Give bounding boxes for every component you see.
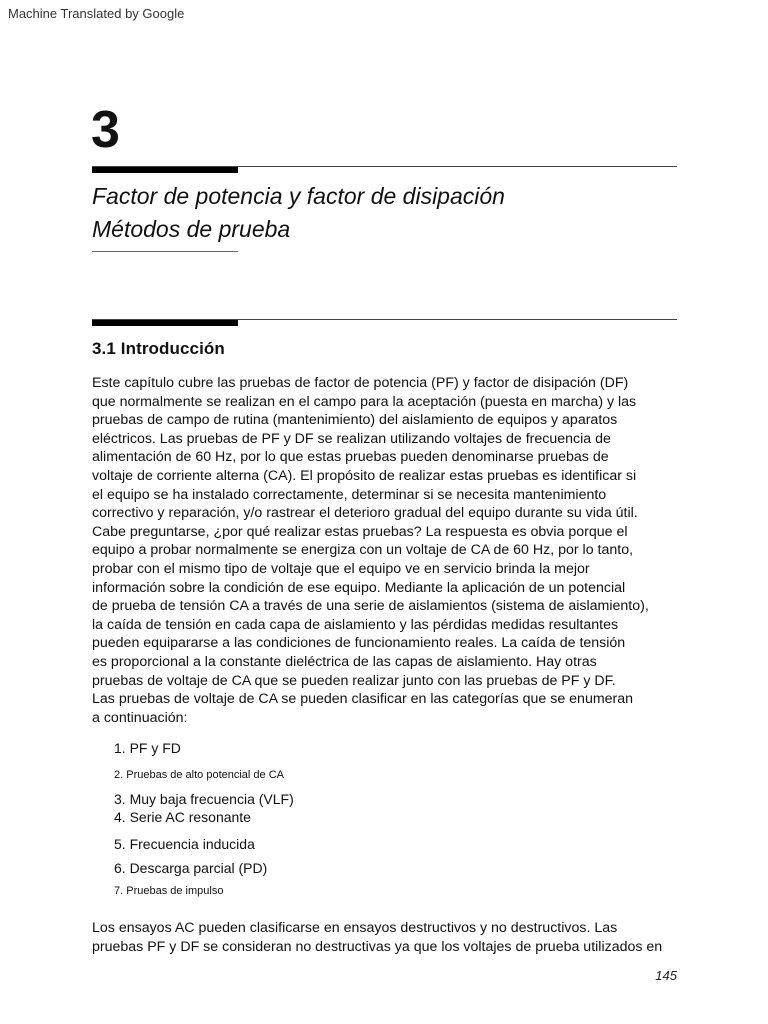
paragraph-line: pueden equipararse a las condiciones de funcionamiento reales. La caída de tensión [92,635,626,652]
list-item: 1. PF y FD [114,740,181,756]
intro-paragraph [92,374,702,727]
paragraph-line: información sobre la condición de ese equipo. Mediante la aplicación de un potencial [92,579,626,596]
chapter-title-line: Factor de potencia y factor de disipación [92,183,505,209]
closing-paragraph [92,919,702,956]
chapter-title-line: Métodos de prueba [92,216,291,242]
list-item: 2. Pruebas de alto potencial de CA [114,769,285,781]
paragraph-line: probar con el mismo tipo de voltaje que el equipo ve en servicio brinda la mejor [92,560,590,577]
paragraph-line: voltaje de corriente alterna (CA). El propósito de realizar estas pruebas es identificar si [92,467,637,484]
paragraph-line: equipo a probar normalmente se energiza con un voltaje de CA de 60 Hz, por lo tanto, [92,542,634,559]
title-underline [92,251,238,252]
paragraph-line: eléctricos. Las pruebas de PF y DF se realizan utilizando voltajes de frecuencia de [92,430,611,447]
chapter-number: 3 [91,101,120,159]
paragraph-line: pruebas de campo de rutina (mantenimiento) del aislamiento de equipos y aparatos [92,412,618,429]
paragraph-line: correctivo y reparación, y/o rastrear el deterioro gradual del equipo durante su vida útil. [92,505,638,522]
paragraph-line: a continuación: [92,709,188,726]
list-item: 7. Pruebas de impulso [114,885,224,897]
paragraph-line: Cabe preguntarse, ¿por qué realizar estas pruebas? La respuesta es obvia porque el [92,523,628,540]
paragraph-line: Este capítulo cubre las pruebas de factor de potencia (PF) y factor de disipación (DF) [92,375,629,391]
paragraph-line: que normalmente se realizan en el campo para la aceptación (puesta en marcha) y las [92,393,637,410]
paragraph-line: Las pruebas de voltaje de CA se pueden clasificar en las categorías que se enumeran [92,691,634,708]
paragraph-line: alimentación de 60 Hz, por lo que estas pruebas pueden denominarse pruebas de [92,449,609,466]
paragraph-line: la caída de tensión en cada capa de aislamiento y las pérdidas medidas resultantes [92,616,619,633]
paragraph-line: pruebas de voltaje de CA que se pueden realizar junto con las pruebas de PF y DF. [92,672,616,689]
paragraph-line: de prueba de tensión CA a través de una serie de aislamientos (sistema de aislamiento), [92,598,649,615]
section-rule-thick [92,320,238,326]
paragraph-line: el equipo se ha instalado correctamente, determinar si se necesita mantenimiento [92,486,607,503]
paragraph-line: es proporcional a la constante dieléctrica de las capas de aislamiento. Hay otras [92,653,597,670]
paragraph-line: Los ensayos AC pueden clasificarse en ensayos destructivos y no destructivos. Las [92,920,618,936]
machine-translation-banner: Machine Translated by Google [8,6,185,21]
page-number: 145 [655,968,677,983]
chapter-rule-thick [92,167,238,173]
list-item: 3. Muy baja frecuencia (VLF) [114,791,294,807]
list-item: 5. Frecuencia inducida [114,836,255,852]
list-item: 6. Descarga parcial (PD) [114,860,268,876]
section-heading: 3.1 Introducción [92,339,225,358]
list-item: 4. Serie AC resonante [114,809,251,825]
chapter-title [92,180,682,246]
paragraph-line: pruebas PF y DF se consideran no destructivas ya que los voltajes de prueba utilizados en [92,938,663,955]
